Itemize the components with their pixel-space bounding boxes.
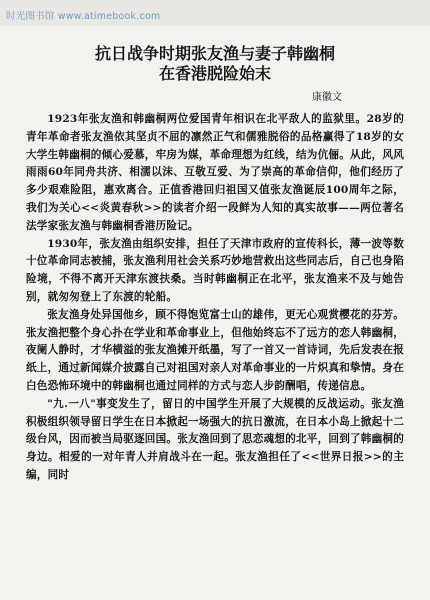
paragraph: 1923年张友渔和韩幽桐两位爱国青年相识在北平敌人的监狱里。28岁的青年革命者张友渔依其坚贞不屈的凛然正气和儒雅脱俗的品格赢得了18岁的女大学生韩幽桐的倾心爱慕，牢房为媒，革命理想为红线，结为伉俪。从此，风风雨雨60年同舟共济、相濡以沫、互敬互爱、为了崇高的革命信仰，他们经历了多少艰难险阻，惠欢离合。正值香港回归祖国又值张友渔诞辰100周年之际，我们为关心<<炎黄春秋>>的读者介绍一段鲜为人知的真实故事——两位著名法学家张友渔与韩幽桐香港历险记。 — [26, 113, 404, 232]
article-title-line-1: 抗日战争时期张友渔与妻子韩幽桐 — [94, 44, 335, 63]
paragraph: 张友渔身处异国他乡，顾不得饱览富士山的雄伟，更无心观赏樱花的芬芳。张友渔把整个身心扑在学业和革命事业上，但他始终忘不了远方的恋人韩幽桐，夜阑人静时，才华横溢的张友渔摊开纸墨，写了一首又一首诗词，先后发表在报纸上，通过新闻媒介披露自己对祖国对亲人对革命事业的一片炽真和挚情。身在白色恐怖环境中的韩幽桐也通过同样的方式与恋人步韵酬唱，传递信息。 — [26, 308, 404, 392]
article-author: 康徽文 — [312, 92, 342, 103]
top-strip — [0, 0, 430, 26]
article-body — [26, 111, 404, 485]
paragraph: 1930年，张友渔由组织安排，担任了天津市政府的宣传科长，薄一波等数十位革命同志被捕，张友渔利用社会关系巧妙地营救出这些同志后，自己也身陷险境，不得不离开天津东渡扶桑。当时韩幽桐正在北平，张友渔来不及与她告别，就匆匆登上了东渡的轮船。 — [26, 237, 404, 303]
paragraph: "九.一八"事变发生了，留日的中国学生开展了大规模的反战运动。张友渔积极组织领导留日学生在日本掀起一场强大的抗日激流，在日本小岛上掀起十二级台风，因而被当局驱逐回国。张友渔回到了思恋魂想的北平，回到了韩幽桐的身边。相爱的一对年青人并肩战斗在一起。张友渔担任了<<世界日报>>的主编，同时 — [26, 397, 404, 481]
document-page — [26, 26, 404, 485]
site-watermark: 时光图书馆 www.atimebook.com — [6, 11, 161, 22]
article-title — [26, 44, 404, 84]
article-title-line-2: 在香港脱险始末 — [158, 64, 271, 83]
